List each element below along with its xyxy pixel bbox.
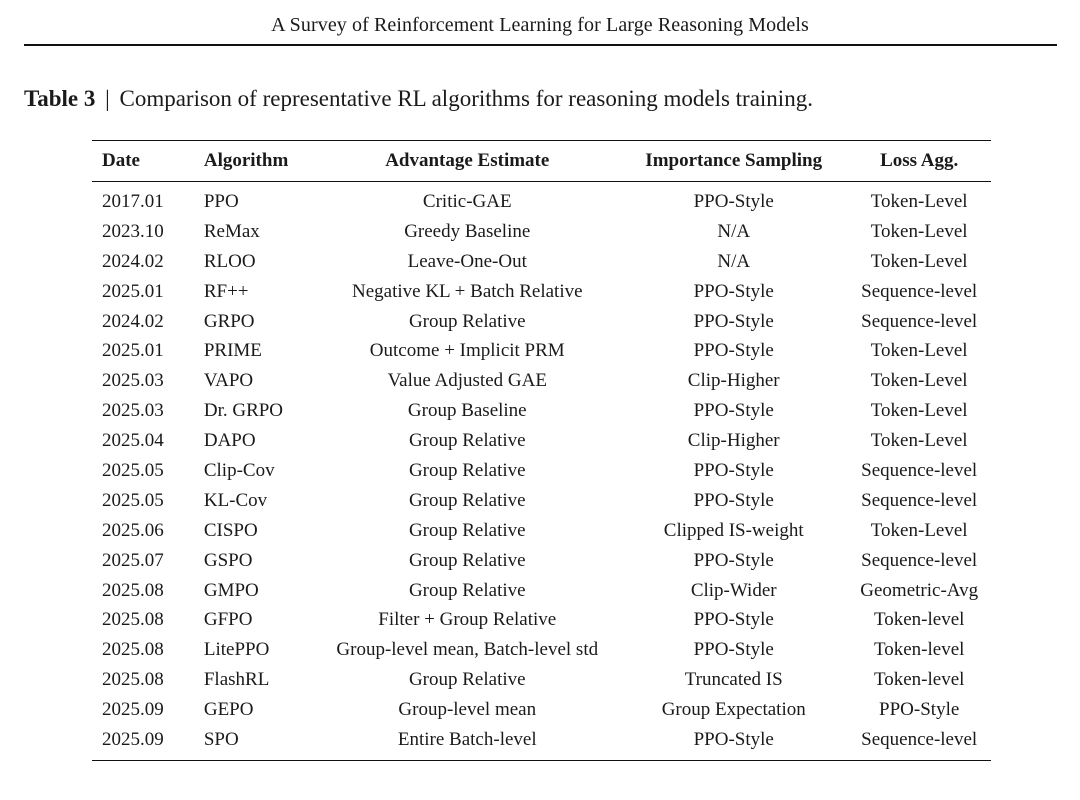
cell-loss: Geometric-Avg [860, 579, 979, 601]
cell-algorithm: GRPO [203, 310, 255, 332]
cell-date: 2025.03 [102, 400, 164, 422]
cell-algorithm: PRIME [203, 340, 262, 362]
cell-advantage: Group Relative [408, 489, 526, 511]
table-row [92, 456, 991, 486]
cell-loss: Sequence-level [861, 459, 978, 481]
cell-advantage: Group Relative [408, 579, 526, 601]
cell-advantage: Group-level mean [398, 699, 537, 721]
column-header-algorithm: Algorithm [203, 150, 289, 171]
cell-importance: Clip-Higher [687, 430, 780, 452]
cell-algorithm: RLOO [203, 250, 256, 272]
cell-loss: Sequence-level [861, 728, 978, 750]
table-row [92, 665, 991, 695]
cell-advantage: Group Relative [408, 310, 526, 332]
cell-importance: PPO-Style [693, 489, 774, 511]
comparison-table [92, 140, 991, 761]
cell-date: 2025.09 [102, 699, 164, 721]
table-row [92, 695, 991, 725]
cell-loss: Token-Level [870, 340, 968, 362]
table-row [92, 635, 991, 665]
cell-importance: PPO-Style [693, 459, 774, 481]
column-header-importance: Importance Sampling [645, 150, 823, 171]
cell-loss: Token-Level [870, 519, 968, 541]
cell-algorithm: SPO [203, 728, 239, 750]
running-header: A Survey of Reinforcement Learning for Large Reasoning Models [271, 14, 809, 36]
table-row [92, 605, 991, 635]
cell-algorithm: RF++ [203, 280, 249, 302]
cell-importance: PPO-Style [693, 190, 774, 212]
cell-importance: Clip-Wider [690, 579, 777, 601]
cell-date: 2025.08 [102, 669, 164, 691]
cell-advantage: Leave-One-Out [407, 250, 527, 272]
cell-date: 2025.04 [102, 430, 164, 452]
table-row [92, 336, 991, 366]
cell-importance: N/A [717, 250, 751, 272]
cell-advantage: Group Relative [408, 459, 526, 481]
cell-algorithm: LitePPO [203, 639, 270, 661]
cell-algorithm: ReMax [203, 220, 260, 242]
cell-date: 2025.08 [102, 579, 164, 601]
cell-advantage: Group Relative [408, 519, 526, 541]
cell-importance: PPO-Style [693, 639, 774, 661]
cell-advantage: Filter + Group Relative [378, 609, 557, 631]
cell-loss: Token-level [873, 609, 965, 631]
table-row [92, 426, 991, 456]
cell-date: 2025.03 [102, 370, 164, 392]
column-header-loss: Loss Agg. [880, 150, 959, 171]
cell-algorithm: DAPO [203, 430, 256, 452]
column-header-advantage: Advantage Estimate [385, 150, 550, 171]
cell-algorithm: GMPO [203, 579, 259, 601]
cell-advantage: Group Baseline [407, 400, 527, 422]
cell-advantage: Outcome + Implicit PRM [369, 340, 565, 362]
cell-loss: Token-level [873, 669, 965, 691]
cell-loss: Token-Level [870, 190, 968, 212]
table-row [92, 366, 991, 396]
cell-loss: Token-Level [870, 250, 968, 272]
table-row [92, 247, 991, 277]
cell-date: 2025.07 [102, 549, 164, 571]
cell-date: 2025.01 [102, 340, 164, 362]
cell-date: 2025.08 [102, 639, 164, 661]
cell-date: 2025.08 [102, 609, 164, 631]
cell-importance: Clipped IS-weight [663, 519, 804, 541]
cell-advantage: Negative KL + Batch Relative [351, 280, 583, 302]
caption-label: Table 3 [24, 86, 96, 111]
cell-loss: Sequence-level [861, 310, 978, 332]
table-row [92, 486, 991, 516]
cell-importance: Group Expectation [661, 699, 806, 721]
cell-algorithm: FlashRL [203, 669, 270, 691]
cell-importance: PPO-Style [693, 609, 774, 631]
cell-advantage: Value Adjusted GAE [387, 370, 547, 392]
cell-loss: Sequence-level [861, 549, 978, 571]
cell-algorithm: CISPO [203, 519, 258, 541]
caption-text: Comparison of representative RL algorithms for reasoning models training. [119, 86, 813, 111]
cell-loss: PPO-Style [879, 699, 960, 721]
cell-algorithm: GFPO [203, 609, 253, 631]
cell-date: 2025.05 [102, 459, 164, 481]
header-rule [24, 44, 1057, 46]
cell-loss: Token-Level [870, 400, 968, 422]
cell-algorithm: Clip-Cov [203, 459, 275, 481]
cell-importance: PPO-Style [693, 400, 774, 422]
cell-importance: PPO-Style [693, 549, 774, 571]
column-header-date: Date [102, 150, 140, 171]
cell-date: 2025.06 [102, 519, 164, 541]
table-row [92, 307, 991, 337]
cell-loss: Sequence-level [861, 489, 978, 511]
cell-advantage: Group Relative [408, 549, 526, 571]
cell-loss: Token-Level [870, 370, 968, 392]
cell-loss: Token-level [873, 639, 965, 661]
table-row [92, 516, 991, 546]
cell-date: 2025.09 [102, 728, 164, 750]
cell-importance: Clip-Higher [687, 370, 780, 392]
cell-advantage: Entire Batch-level [397, 728, 537, 750]
cell-loss: Sequence-level [861, 280, 978, 302]
cell-date: 2024.02 [102, 310, 164, 332]
cell-date: 2025.01 [102, 280, 164, 302]
cell-algorithm: VAPO [203, 370, 254, 392]
cell-importance: PPO-Style [693, 310, 774, 332]
cell-importance: N/A [717, 220, 751, 242]
cell-loss: Token-Level [870, 430, 968, 452]
cell-advantage: Critic-GAE [422, 190, 512, 212]
cell-date: 2025.05 [102, 489, 164, 511]
table-caption [24, 86, 813, 112]
cell-date: 2024.02 [102, 250, 164, 272]
cell-importance: Truncated IS [684, 669, 783, 691]
table-row [92, 576, 991, 606]
cell-advantage: Group Relative [408, 669, 526, 691]
table-row [92, 396, 991, 426]
cell-advantage: Greedy Baseline [404, 220, 531, 242]
table-row [92, 182, 991, 217]
cell-importance: PPO-Style [693, 280, 774, 302]
table-body [92, 182, 991, 761]
cell-algorithm: PPO [203, 190, 239, 212]
table-row [92, 277, 991, 307]
cell-algorithm: Dr. GRPO [203, 400, 284, 422]
cell-date: 2017.01 [102, 190, 164, 212]
table-row [92, 217, 991, 247]
cell-date: 2023.10 [102, 220, 164, 242]
caption-separator: | [105, 86, 110, 111]
cell-algorithm: KL-Cov [203, 489, 268, 511]
cell-importance: PPO-Style [693, 728, 774, 750]
cell-advantage: Group-level mean, Batch-level std [336, 639, 599, 661]
table-row [92, 546, 991, 576]
table-row [92, 725, 991, 760]
cell-advantage: Group Relative [408, 430, 526, 452]
table-header-row [92, 141, 991, 182]
cell-algorithm: GSPO [203, 549, 253, 571]
cell-algorithm: GEPO [203, 699, 254, 721]
cell-loss: Token-Level [870, 220, 968, 242]
table-container [92, 140, 991, 761]
cell-importance: PPO-Style [693, 340, 774, 362]
